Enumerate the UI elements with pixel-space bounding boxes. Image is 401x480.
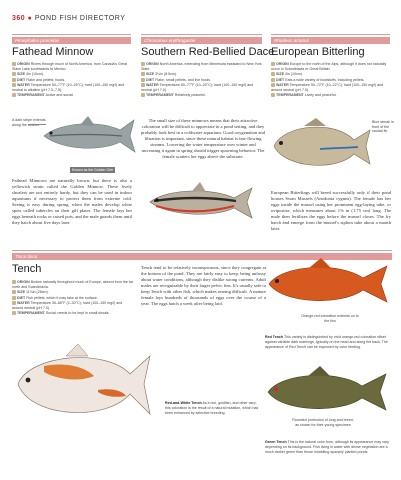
fact-origin: ORIGIN North America, extending from Minnesota eastward to New York State. (141, 62, 262, 72)
red-and-white-tench-caption: Red-and-White Tench As in koi, goldfish, and other carp, this coloration is the result of a natural mutation, which has been enhanced by selective breeding. (165, 401, 259, 415)
redbellied-rule (141, 34, 262, 35)
fact-size: SIZE 3¼in (8.5cm). (141, 72, 263, 77)
fact-diet: DIET Eats a wide variety of foodstuffs, including pellets. (271, 78, 391, 83)
fact-temperament: TEMPERAMENT Lively and peaceful. (271, 93, 391, 98)
red-and-white-tench-image (14, 332, 154, 436)
fathead-latin: Pimephales promelas (12, 37, 131, 44)
bitterling-latin: Rhodeus amarus (271, 37, 390, 44)
page-header (12, 15, 125, 22)
red-tench-image (265, 258, 391, 310)
fact-water: WATER Temperature 35–86°F (2–30°C); hard (100–150 mg/l) and around neutral (pH 7.0). (12, 300, 123, 311)
fact-origin: ORIGIN Rivers through much of North America, from Canada's Great Slave Lake southwards to Mexico. (12, 62, 127, 72)
green-tench-image (264, 366, 390, 418)
fact-diet: DIET Fish pellets, which it may take at the surface. (12, 296, 134, 301)
tench-latin: Tinca tinca (12, 253, 392, 260)
tench-rule (12, 250, 392, 251)
fact-size: SIZE 11¾in (28cm). (12, 290, 134, 295)
green-tench-title: Green Tench (265, 440, 287, 444)
fathead-minnow-image (40, 112, 136, 158)
fathead-rule (12, 34, 131, 35)
redbellied-dace-image (146, 180, 256, 228)
green-tench-caption: Green Tench This is the natural color form, although its appearance may vary depending on its background. Fish living in water with dense vegetation are a much darker green than those inhabiting sparsely planted ponds. (265, 440, 389, 454)
redbellied-name: Southern Red-Bellied Dace (141, 46, 275, 58)
fact-diet: DIET Flake and pellets; foods. (12, 78, 133, 83)
pointed-protrusion-label: Rounded protrusion of long and breed, as shown for their young specimen (292, 418, 354, 427)
red-tench-title: Red Tench (265, 335, 284, 339)
tench-facts (12, 280, 134, 316)
fact-temperament: TEMPERAMENT Social; needs to be kept in small shoals. (12, 311, 134, 316)
redbellied-latin: Chrosomus erythrogaster (141, 37, 262, 44)
red-tench-caption: Red Tench This variety is distinguished by vivid orange-red coloration offset against variable dark markings, typically on the head and along the back. The appearance of Red Tench can be improved by color feeding. (265, 335, 388, 349)
bitterling-rule (271, 34, 390, 35)
redbellied-quote: The small size of these minnows means that their attractive coloration will be difficult to appreciate in a pond setting, and they probably look best in a coldwater aquarium. Good oxygenation and filtration is important, since these natural habitat is fast-flowing streams. Lowering the water temperature over winter and increasing it again in spring should trigger spawning behavior. The female scatters her eggs above the substrate. (141, 118, 265, 159)
bitterling-body: European Bitterlings will breed successfully only if their pond houses Swan Mussels (Anodonta cygnea). The female has her eggs inside the mussel using her prominent egg-laying tube, or ovipositor, which measures about 1⅝ in (1.75 cm) long. The male then fertilizes the eggs before the mussel closes. The fry hatch and emerge from the mussel's siphon tube about a month later. (271, 190, 391, 231)
fact-origin: ORIGIN Europe to the north of the Alps, although it does not naturally occur in Scandinavia or Great Britain. (271, 62, 387, 72)
tench-name: Tench (12, 263, 42, 275)
fact-size: SIZE 4in (10cm). (271, 72, 391, 77)
tench-body: Tench tend to be relatively inconspicuous, since they congregate at the bottom of the pond. They are fairly easy to keep, being unfussy about water conditions, although they dislike strong currents. Adult males are recognizable by their larger pelvic fins. It's usually safe to keep Tench with other fish, which makes rearing difficult. A mature female lays hundreds of thousands of eggs over the course of a year. The eggs hatch a week after being laid. (141, 265, 266, 306)
fathead-body: Fathead Minnows are naturally brown, but there is also a yellowish strain called the Golden Minnow. These lively shoalers are not entirely hardy, but they can be used in indoor aquariums if necessary to protect them from extreme cold. Seeing is easy during spring, when the males develop white spots called tubercles on their gill plates. The female lays her eggs beneath rocks or raised pots, and the male guards them until they hatch about five days later. (12, 178, 132, 225)
bitterling-name: European Bitterling (271, 46, 365, 58)
fact-water: WATER Temperature 50–72°F (10–22°C); hard (100–150 mg/l) and around neutral (pH 7.0). (271, 82, 384, 93)
fact-size: SIZE 4in (10cm). (12, 72, 133, 77)
fathead-leader (28, 124, 46, 125)
fathead-facts (12, 62, 133, 98)
fact-origin: ORIGIN Bodies naturally throughout much of Europe, absent from the far north and Scandinavia. (12, 280, 134, 290)
fathead-caption-tag: Known as the Golden Orfe (72, 168, 114, 172)
fathead-stripe-label: A dark stripe extends along the section (12, 118, 46, 127)
orange-coloration-label: Orange-red coloration extends on to the fins (301, 314, 359, 323)
fact-temperament: TEMPERAMENT Relatively peaceful. (141, 93, 263, 98)
red-and-white-tench-title: Red-and-White Tench (165, 401, 202, 405)
bitterling-facts (271, 62, 391, 98)
bitterling-streak-label: Blue streak in front of the caudal fin (372, 120, 394, 134)
page-number: 360 (12, 15, 26, 22)
redbellied-facts (141, 62, 263, 98)
fact-water: WATER Temperature 50–77°F (10–25°C); hard (100–150 mg/l) and neutral to alkaline (pH 7.0–7.5). (12, 82, 125, 93)
fathead-name: Fathead Minnow (12, 46, 94, 58)
bitterling-image (270, 116, 374, 178)
header-bullet: ● (27, 15, 33, 22)
fact-temperament: TEMPERAMENT Active and social. (12, 93, 133, 98)
fact-water: WATER Temperature 50–77°F (10–25°C); hard (100–150 mg/l) and neutral (pH 7.0). (141, 82, 254, 93)
fact-diet: DIET Flake, small pellets, and live foods. (141, 78, 263, 83)
running-title: POND FISH DIRECTORY (34, 15, 126, 22)
